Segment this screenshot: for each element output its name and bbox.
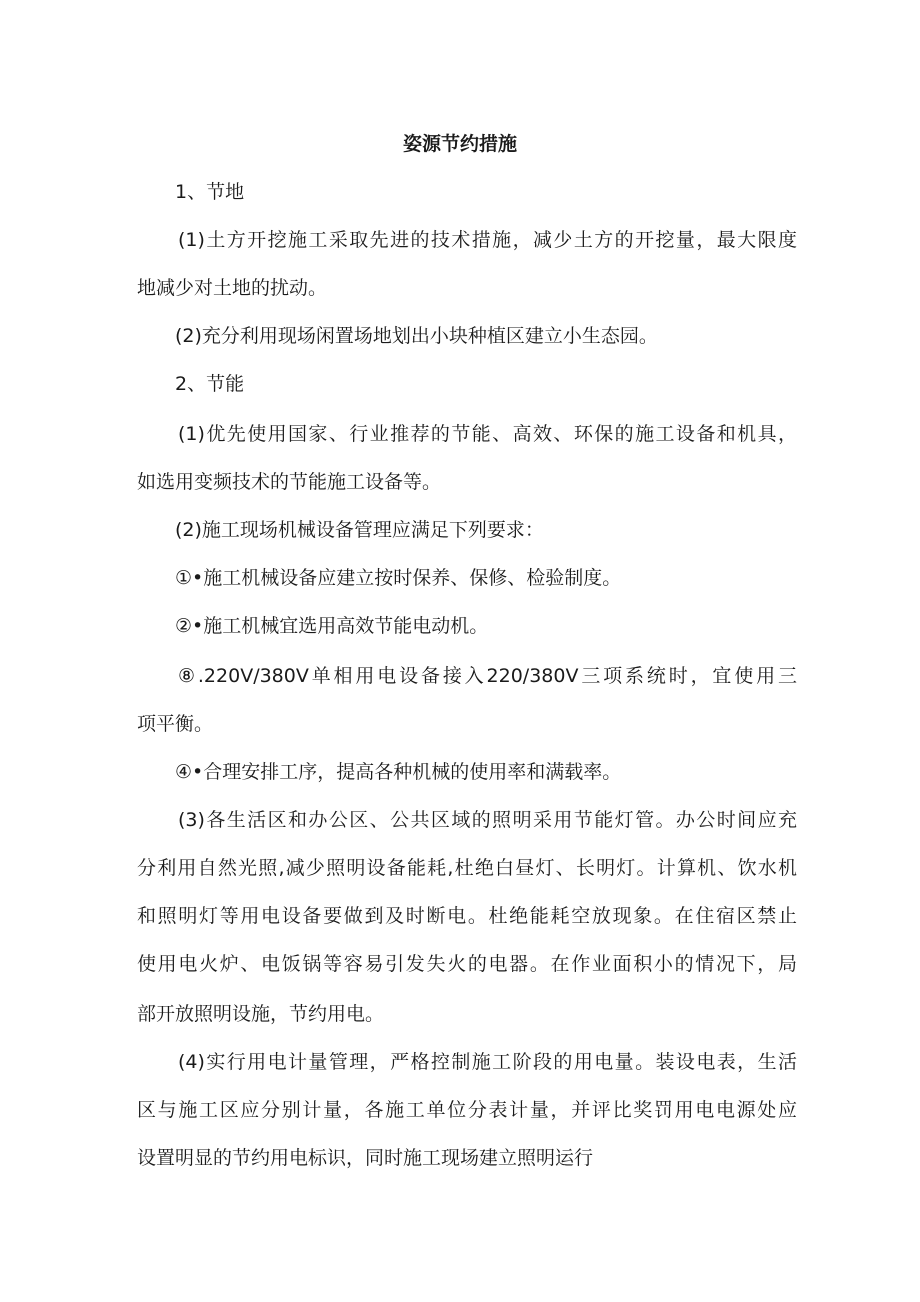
- list-item: ④•合理安排工序，提高各种机械的使用率和满载率。: [175, 761, 622, 783]
- paragraph-line: (4)实行用电计量管理，严格控制施工阶段的用电量。装设电表，生活: [178, 1051, 797, 1073]
- paragraph-line: (2)充分利用现场闲置场地划出小块种植区建立小生态园。: [175, 325, 658, 347]
- document-title: 姿源节约措施: [402, 133, 517, 155]
- heading-energy-saving: 2、节能: [175, 373, 245, 395]
- paragraph-line: 如选用变频技术的节能施工设备等。: [137, 471, 442, 493]
- list-item: ①•施工机械设备应建立按时保养、保修、检验制度。: [175, 567, 622, 589]
- list-item: ⑧.220V/380V单相用电设备接入220/380V三项系统时，宜使用三: [178, 665, 797, 687]
- heading-land-saving: 1、节地: [175, 181, 245, 203]
- paragraph-line: 区与施工区应分别计量，各施工单位分表计量，并评比奖罚用电电源处应: [137, 1099, 797, 1121]
- list-item: ②•施工机械宜选用高效节能电动机。: [175, 615, 489, 637]
- paragraph-line: (2)施工现场机械设备管理应满足下列要求：: [175, 519, 544, 541]
- paragraph-line: 设置明显的节约用电标识，同时施工现场建立照明运行: [137, 1147, 594, 1169]
- paragraph-line: 分利用自然光照,减少照明设备能耗,杜绝白昼灯、长明灯。计算机、饮水机: [137, 857, 797, 879]
- paragraph-line: (3)各生活区和办公区、公共区域的照明采用节能灯管。办公时间应充: [178, 809, 797, 831]
- paragraph-line: 使用电火炉、电饭锅等容易引发失火的电器。在作业面积小的情况下，局: [137, 953, 797, 975]
- paragraph-line: 部开放照明设施，节约用电。: [137, 1003, 385, 1025]
- paragraph-line: 项平衡。: [137, 713, 214, 735]
- paragraph-line: 地减少对土地的扰动。: [137, 277, 328, 299]
- paragraph-line: (1)优先使用国家、行业推荐的节能、高效、环保的施工设备和机具，: [178, 423, 797, 445]
- paragraph-line: (1)土方开挖施工采取先进的技术措施，减少土方的开挖量，最大限度: [178, 229, 797, 251]
- paragraph-line: 和照明灯等用电设备要做到及时断电。杜绝能耗空放现象。在住宿区禁止: [137, 905, 797, 927]
